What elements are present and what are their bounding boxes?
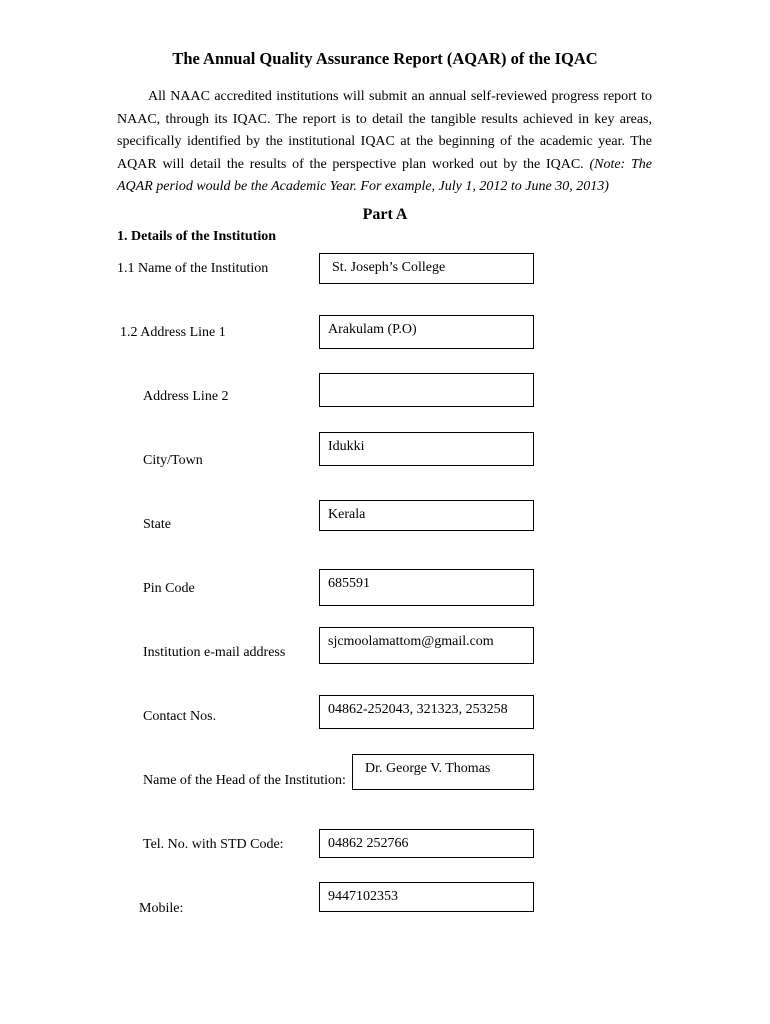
contact-label: Contact Nos. [143, 709, 217, 724]
document-title: The Annual Quality Assurance Report (AQAR) of the IQAC [172, 49, 598, 68]
city-label: City/Town [143, 453, 203, 468]
email-field[interactable]: sjcmoolamattom@gmail.com [319, 627, 534, 664]
intro-text: All NAAC accredited institutions will submit an annual self-reviewed progress report to NAAC, through its IQAC. The report is to detail the tangible results achieved in key areas, specifically identified by the institutional IQAC at the beginning of the academic year. The AQAR will detail the results of the perspective plan worked out by the IQAC. [117, 89, 652, 172]
address2-label: Address Line 2 [143, 389, 229, 404]
address1-field[interactable]: Arakulam (P.O) [319, 315, 534, 349]
address1-label: 1.2 Address Line 1 [120, 325, 226, 340]
mobile-label: Mobile: [139, 901, 184, 916]
tel-field[interactable]: 04862 252766 [319, 829, 534, 858]
head-label: Name of the Head of the Institution: [143, 773, 346, 788]
city-field[interactable]: Idukki [319, 432, 534, 466]
address2-field[interactable] [319, 373, 534, 407]
intro-paragraph [117, 86, 652, 199]
state-field[interactable]: Kerala [319, 500, 534, 531]
section-heading: 1. Details of the Institution [117, 229, 277, 244]
state-label: State [143, 517, 171, 532]
head-field[interactable]: Dr. George V. Thomas [352, 754, 534, 790]
pin-label: Pin Code [143, 581, 195, 596]
mobile-field[interactable]: 9447102353 [319, 882, 534, 912]
name-label: 1.1 Name of the Institution [117, 261, 269, 276]
part-heading: Part A [362, 206, 408, 223]
email-label: Institution e-mail address [143, 645, 286, 660]
name-field[interactable]: St. Joseph’s College [319, 253, 534, 284]
pin-field[interactable]: 685591 [319, 569, 534, 606]
intro-note: (Note: The AQAR period would be the Academic Year. For example, July 1, 2012 to June 30, 2013) [117, 156, 652, 194]
contact-field[interactable]: 04862-252043, 321323, 253258 [319, 695, 534, 729]
tel-label: Tel. No. with STD Code: [143, 837, 284, 852]
